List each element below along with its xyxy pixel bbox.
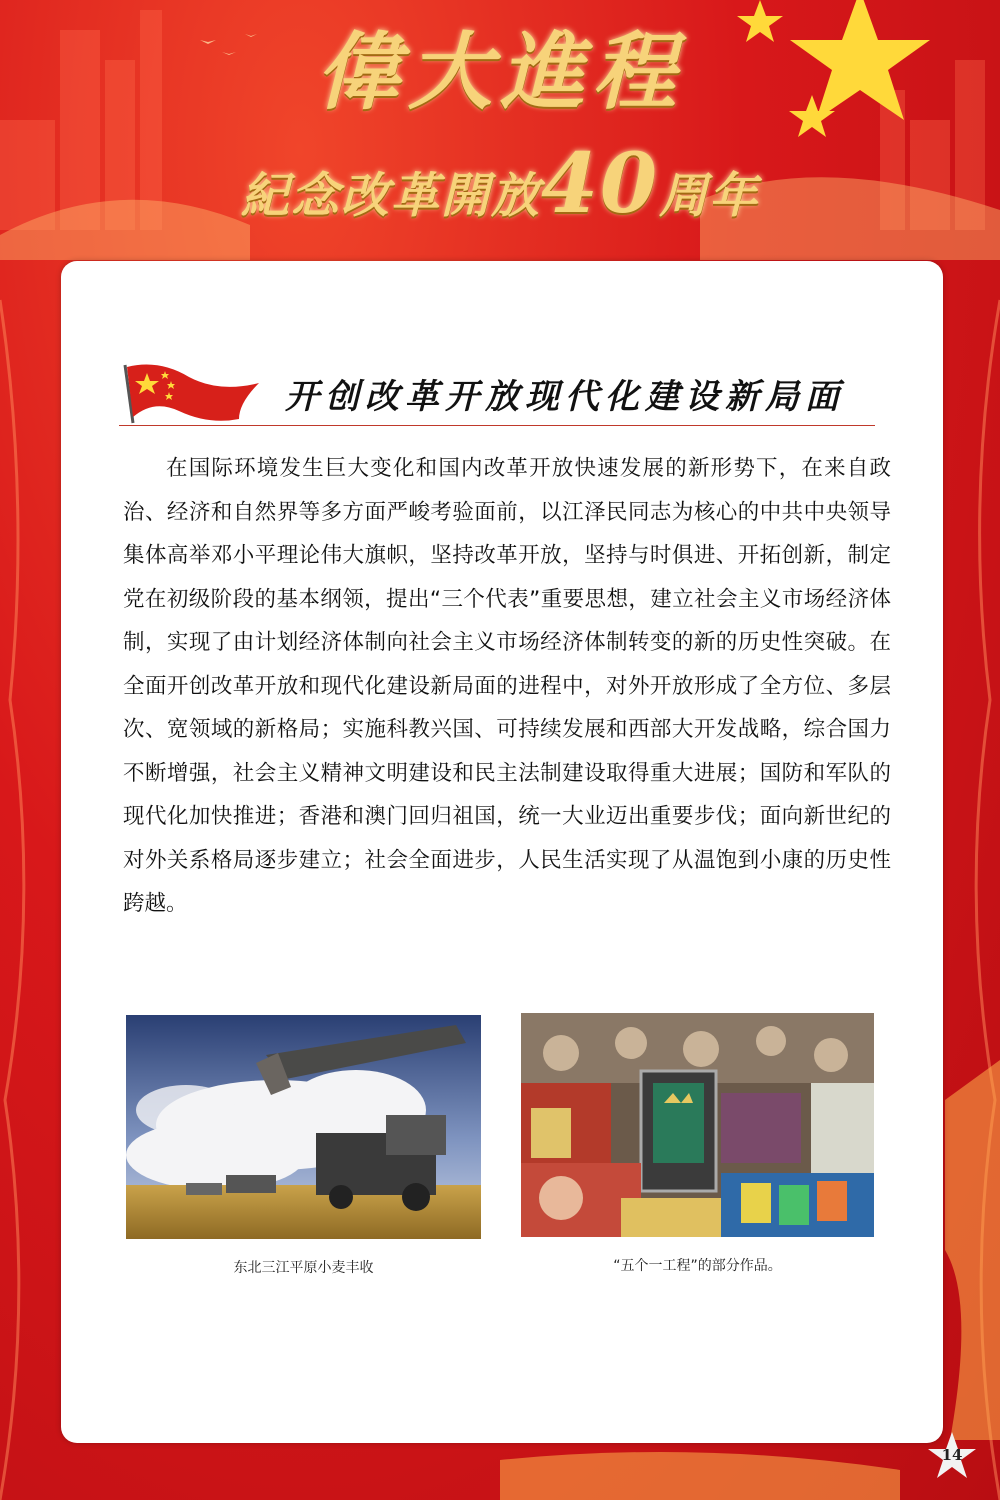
section-header [119, 359, 875, 427]
works-collage-photo [521, 1013, 874, 1237]
header-title [0, 20, 1000, 232]
photo-caption-2: “五个一工程”的部分作品。 [613, 1258, 782, 1274]
title-sub-number: 40 [540, 136, 660, 232]
title-sub-suffix: 周年 [659, 168, 760, 224]
photo-caption-1: 东北三江平原小麦丰收 [233, 1260, 374, 1276]
content-card [61, 261, 943, 1443]
section-title: 开创改革开放现代化建设新局面 [285, 377, 845, 417]
wheat-harvest-photo [126, 1015, 481, 1239]
red-flag-icon [119, 359, 269, 427]
title-sub [0, 136, 1000, 232]
title-main: 偉大進程 [315, 22, 684, 121]
page-number: 14 [941, 1446, 963, 1464]
body-paragraph: 在国际环境发生巨大变化和国内改革开放快速发展的新形势下，在来自政治、经济和自然界等多方面严峻考验面前，以江泽民同志为核心的中共中央领导集体高举邓小平理论伟大旗帜，坚持改革开放，坚持与时俱进、开拓创新，制定党在初级阶段的基本纲领，提出“三个代表”重要思想，建立社会主义市场经济体制，实现了由计划经济体制向社会主义市场经济体制转变的新的历史性突破。在全面开创改革开放和现代化建设新局面的进程中，对外开放形成了全方位、多层次、宽领域的新格局；实施科教兴国、可持续发展和西部大开发战略，综合国力不断增强，社会主义精神文明建设和民主法制建设取得重大进展；国防和军队的现代化加快推进；香港和澳门回归祖国，统一大业迈出重要步伐；面向新世纪的对外关系格局逐步建立；社会全面进步，人民生活实现了从温饱到小康的历史性跨越。 [123, 456, 891, 916]
title-sub-prefix: 紀念改革開放 [240, 168, 541, 224]
section-divider [119, 425, 875, 426]
